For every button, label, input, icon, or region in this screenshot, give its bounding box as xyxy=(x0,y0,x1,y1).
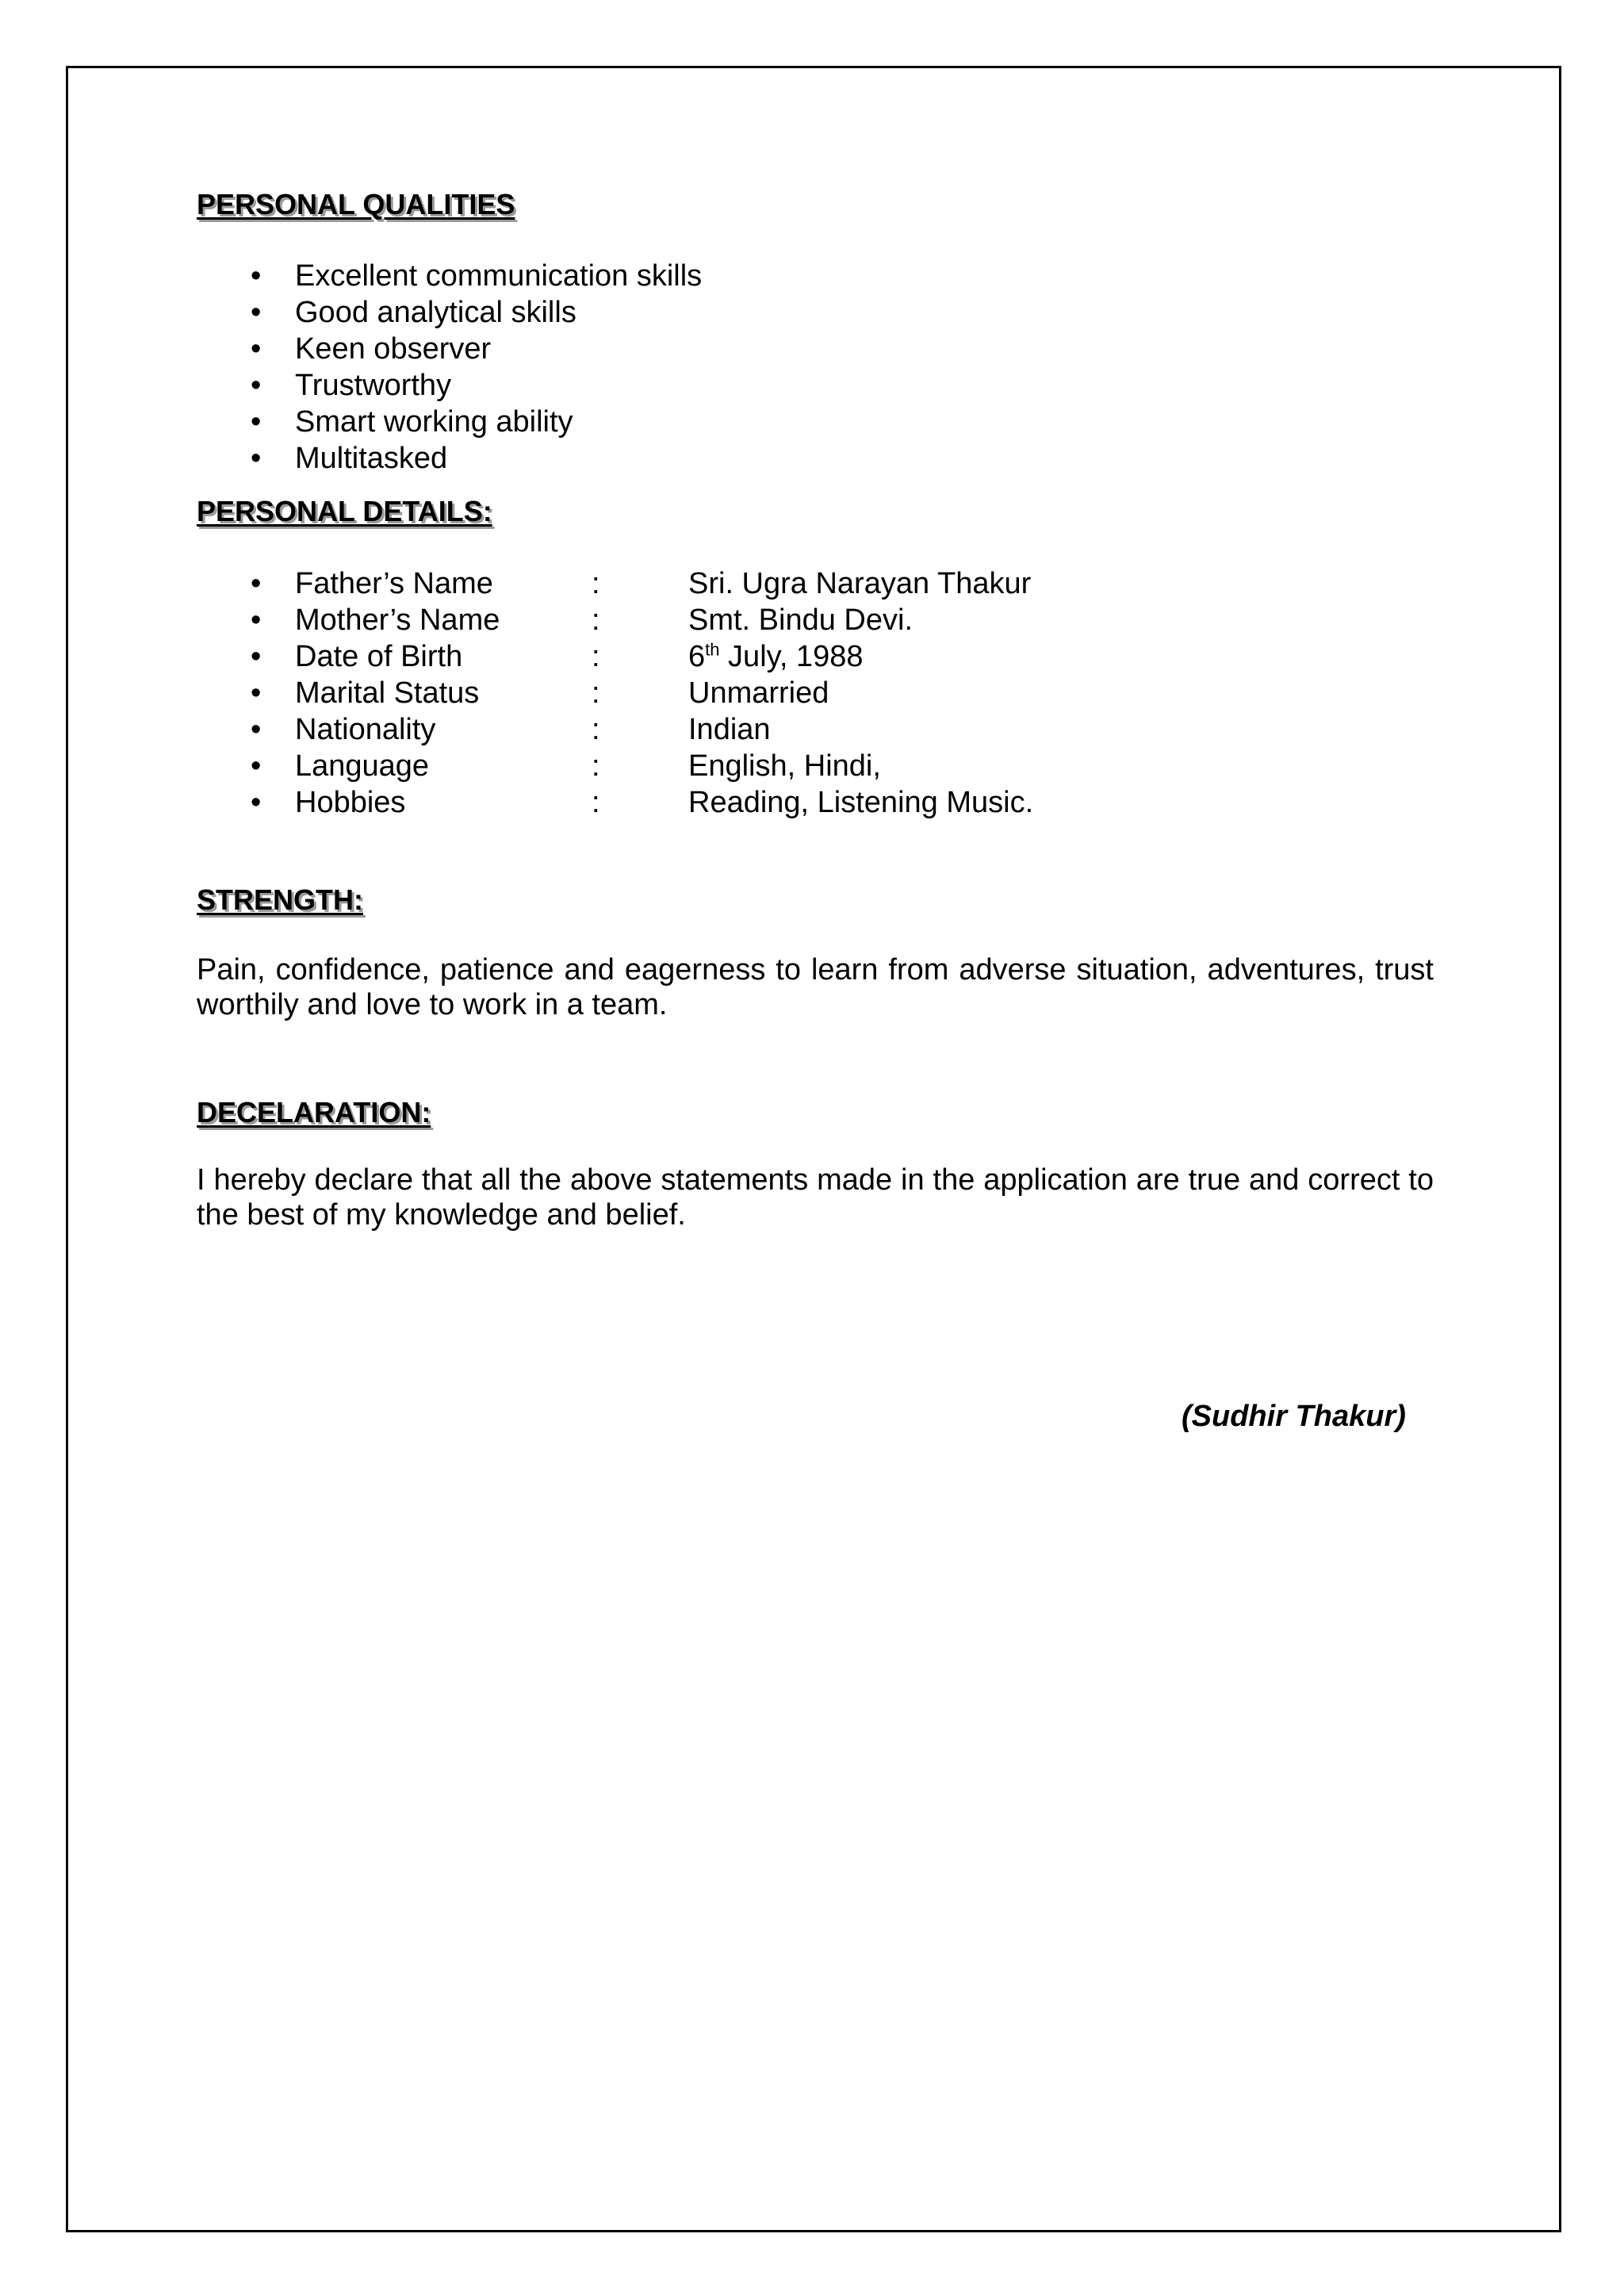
bullet-icon: • xyxy=(251,296,262,330)
bullet-icon: • xyxy=(251,405,262,439)
personal-qualities-heading: PERSONAL QUALITIES xyxy=(197,188,515,220)
bullet-icon: • xyxy=(251,713,262,747)
declaration-heading: DECELARATION: xyxy=(197,1095,431,1128)
personal-details-list xyxy=(197,565,1434,821)
strength-heading: STRENGTH: xyxy=(197,883,363,917)
bullet-icon: • xyxy=(251,369,262,403)
personal-details-heading: PERSONAL DETAILS: xyxy=(197,495,492,528)
resume-content xyxy=(197,187,1434,1232)
list-item: • Trustworthy xyxy=(251,369,452,403)
detail-row-marital: • Marital Status : Unmarried xyxy=(251,676,829,711)
list-item: • Keen observer xyxy=(251,332,492,366)
bullet-icon: • xyxy=(251,603,262,638)
bullet-icon: • xyxy=(251,749,262,784)
bullet-icon: • xyxy=(251,567,262,601)
detail-row-hobbies: • Hobbies : Reading, Listening Music. xyxy=(251,786,1034,820)
bullet-icon: • xyxy=(251,259,262,293)
signature-name: (Sudhir Thakur) xyxy=(1182,1400,1406,1433)
personal-qualities-list xyxy=(197,258,1434,477)
list-item: • Smart working ability xyxy=(251,405,573,439)
strength-text: Pain, confidence, patience and eagerness to learn from adverse situation, adventures, trust worthily and love to work in a team. xyxy=(197,952,1434,1021)
detail-row-language: • Language : English, Hindi, xyxy=(251,749,881,784)
declaration-text: I hereby declare that all the above statements made in the application are true and correct to the best of my knowledge and belief. xyxy=(197,1163,1434,1232)
list-item: • Excellent communication skills xyxy=(251,259,703,293)
list-item: • Multitasked xyxy=(251,442,448,476)
detail-row-nationality: • Nationality : Indian xyxy=(251,713,771,747)
detail-row-mother: • Mother’s Name : Smt. Bindu Devi. xyxy=(251,603,913,638)
bullet-icon: • xyxy=(251,442,262,476)
detail-row-father: • Father’s Name : Sri. Ugra Narayan Thakur xyxy=(251,567,1032,601)
bullet-icon: • xyxy=(251,332,262,366)
bullet-icon: • xyxy=(251,640,262,674)
bullet-icon: • xyxy=(251,786,262,820)
bullet-icon: • xyxy=(251,676,262,711)
list-item: • Good analytical skills xyxy=(251,296,576,330)
detail-row-dob: • Date of Birth : 6th July, 1988 xyxy=(251,639,864,674)
